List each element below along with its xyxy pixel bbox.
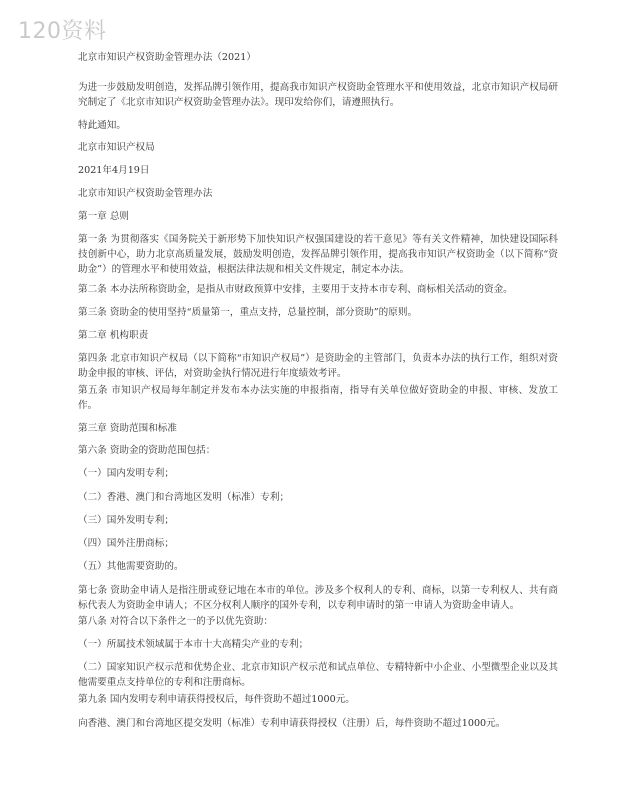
regulation-title: 北京市知识产权资助金管理办法 — [78, 188, 213, 199]
chapter-heading: 第三章 资助范围和标准 — [78, 423, 177, 434]
list-item: （四）国外注册商标； — [78, 538, 174, 549]
watermark-logo: 120资料 — [18, 19, 107, 44]
article-3: 第三条 资助金的使用坚持“质量第一，重点支持，总量控制，部分资助”的原则。 — [78, 307, 418, 318]
article-7: 第七条 资助金申请人是指注册或登记地在本市的单位。涉及多个权利人的专利、商标，以第一专利权人、共有商标代表人为资助金申请人；不区分权利人顺序的国外专利，以专利申请时的第一申请人为资助金申请人。 — [78, 585, 558, 611]
notice-closing: 特此通知。 — [78, 120, 126, 131]
list-item: （二）国家知识产权示范和优势企业、北京市知识产权示范和试点单位、专精特新中小企业、小型微型企业以及其他需要重点支持单位的专利和注册商标。 — [78, 662, 558, 688]
list-item: （五）其他需要资助的。 — [78, 561, 184, 572]
chapter-heading: 第二章 机构职责 — [78, 330, 149, 341]
list-item: （二）香港、澳门和台湾地区发明（标准）专利； — [78, 492, 290, 503]
chapter-heading: 第一章 总则 — [78, 211, 130, 222]
article-8: 第八条 对符合以下条件之一的予以优先资助： — [78, 616, 273, 627]
article-6: 第六条 资助金的资助范围包括： — [78, 445, 216, 456]
article-9: 第九条 国内发明专利申请获得授权后，每件资助不超过1000元。 — [78, 694, 355, 705]
list-item: （三）国外发明专利； — [78, 515, 174, 526]
article-4: 第四条 北京市知识产权局（以下简称“市知识产权局”）是资助金的主管部门，负责本办法的执行工作，组织对资助金申报的审核、评估，对资助金执行情况进行年度绩效考评。 — [78, 353, 558, 379]
issue-date: 2021年4月19日 — [78, 165, 150, 176]
notice-intro: 为进一步鼓励发明创造，发挥品牌引领作用，提高我市知识产权资助金管理水平和使用效益，北京市知识产权局研究制定了《北京市知识产权资助金管理办法》。现印发给你们，请遵照执行。 — [78, 82, 558, 108]
list-item: （一）所属技术领域属于本市十大高精尖产业的专利； — [78, 639, 309, 650]
article-2: 第二条 本办法所称资助金，是指从市财政预算中安排，主要用于支持本市专利、商标相关活动的资金。 — [78, 284, 513, 295]
issuer: 北京市知识产权局 — [78, 142, 155, 153]
article-1: 第一条 为贯彻落实《国务院关于新形势下加快知识产权强国建设的若干意见》等有关文件精神，加快建设国际科技创新中心，助力北京高质量发展，鼓励发明创造，发挥品牌引领作用，提高我市知识产权资助金（以下简称“资助金”）的管理水平和使用效益，根据法律法规和相关文件规定，制定本办法。 — [78, 234, 558, 275]
list-item: （一）国内发明专利； — [78, 468, 174, 479]
document-title: 北京市知识产权资助金管理办法（2021） — [78, 52, 256, 63]
article-9-continued: 向香港、澳门和台湾地区提交发明（标准）专利申请获得授权（注册）后，每件资助不超过1000元。 — [78, 718, 506, 729]
article-5: 第五条 市知识产权局每年制定并发布本办法实施的申报指南，指导有关单位做好资助金的申报、审核、发放工作。 — [78, 385, 558, 411]
